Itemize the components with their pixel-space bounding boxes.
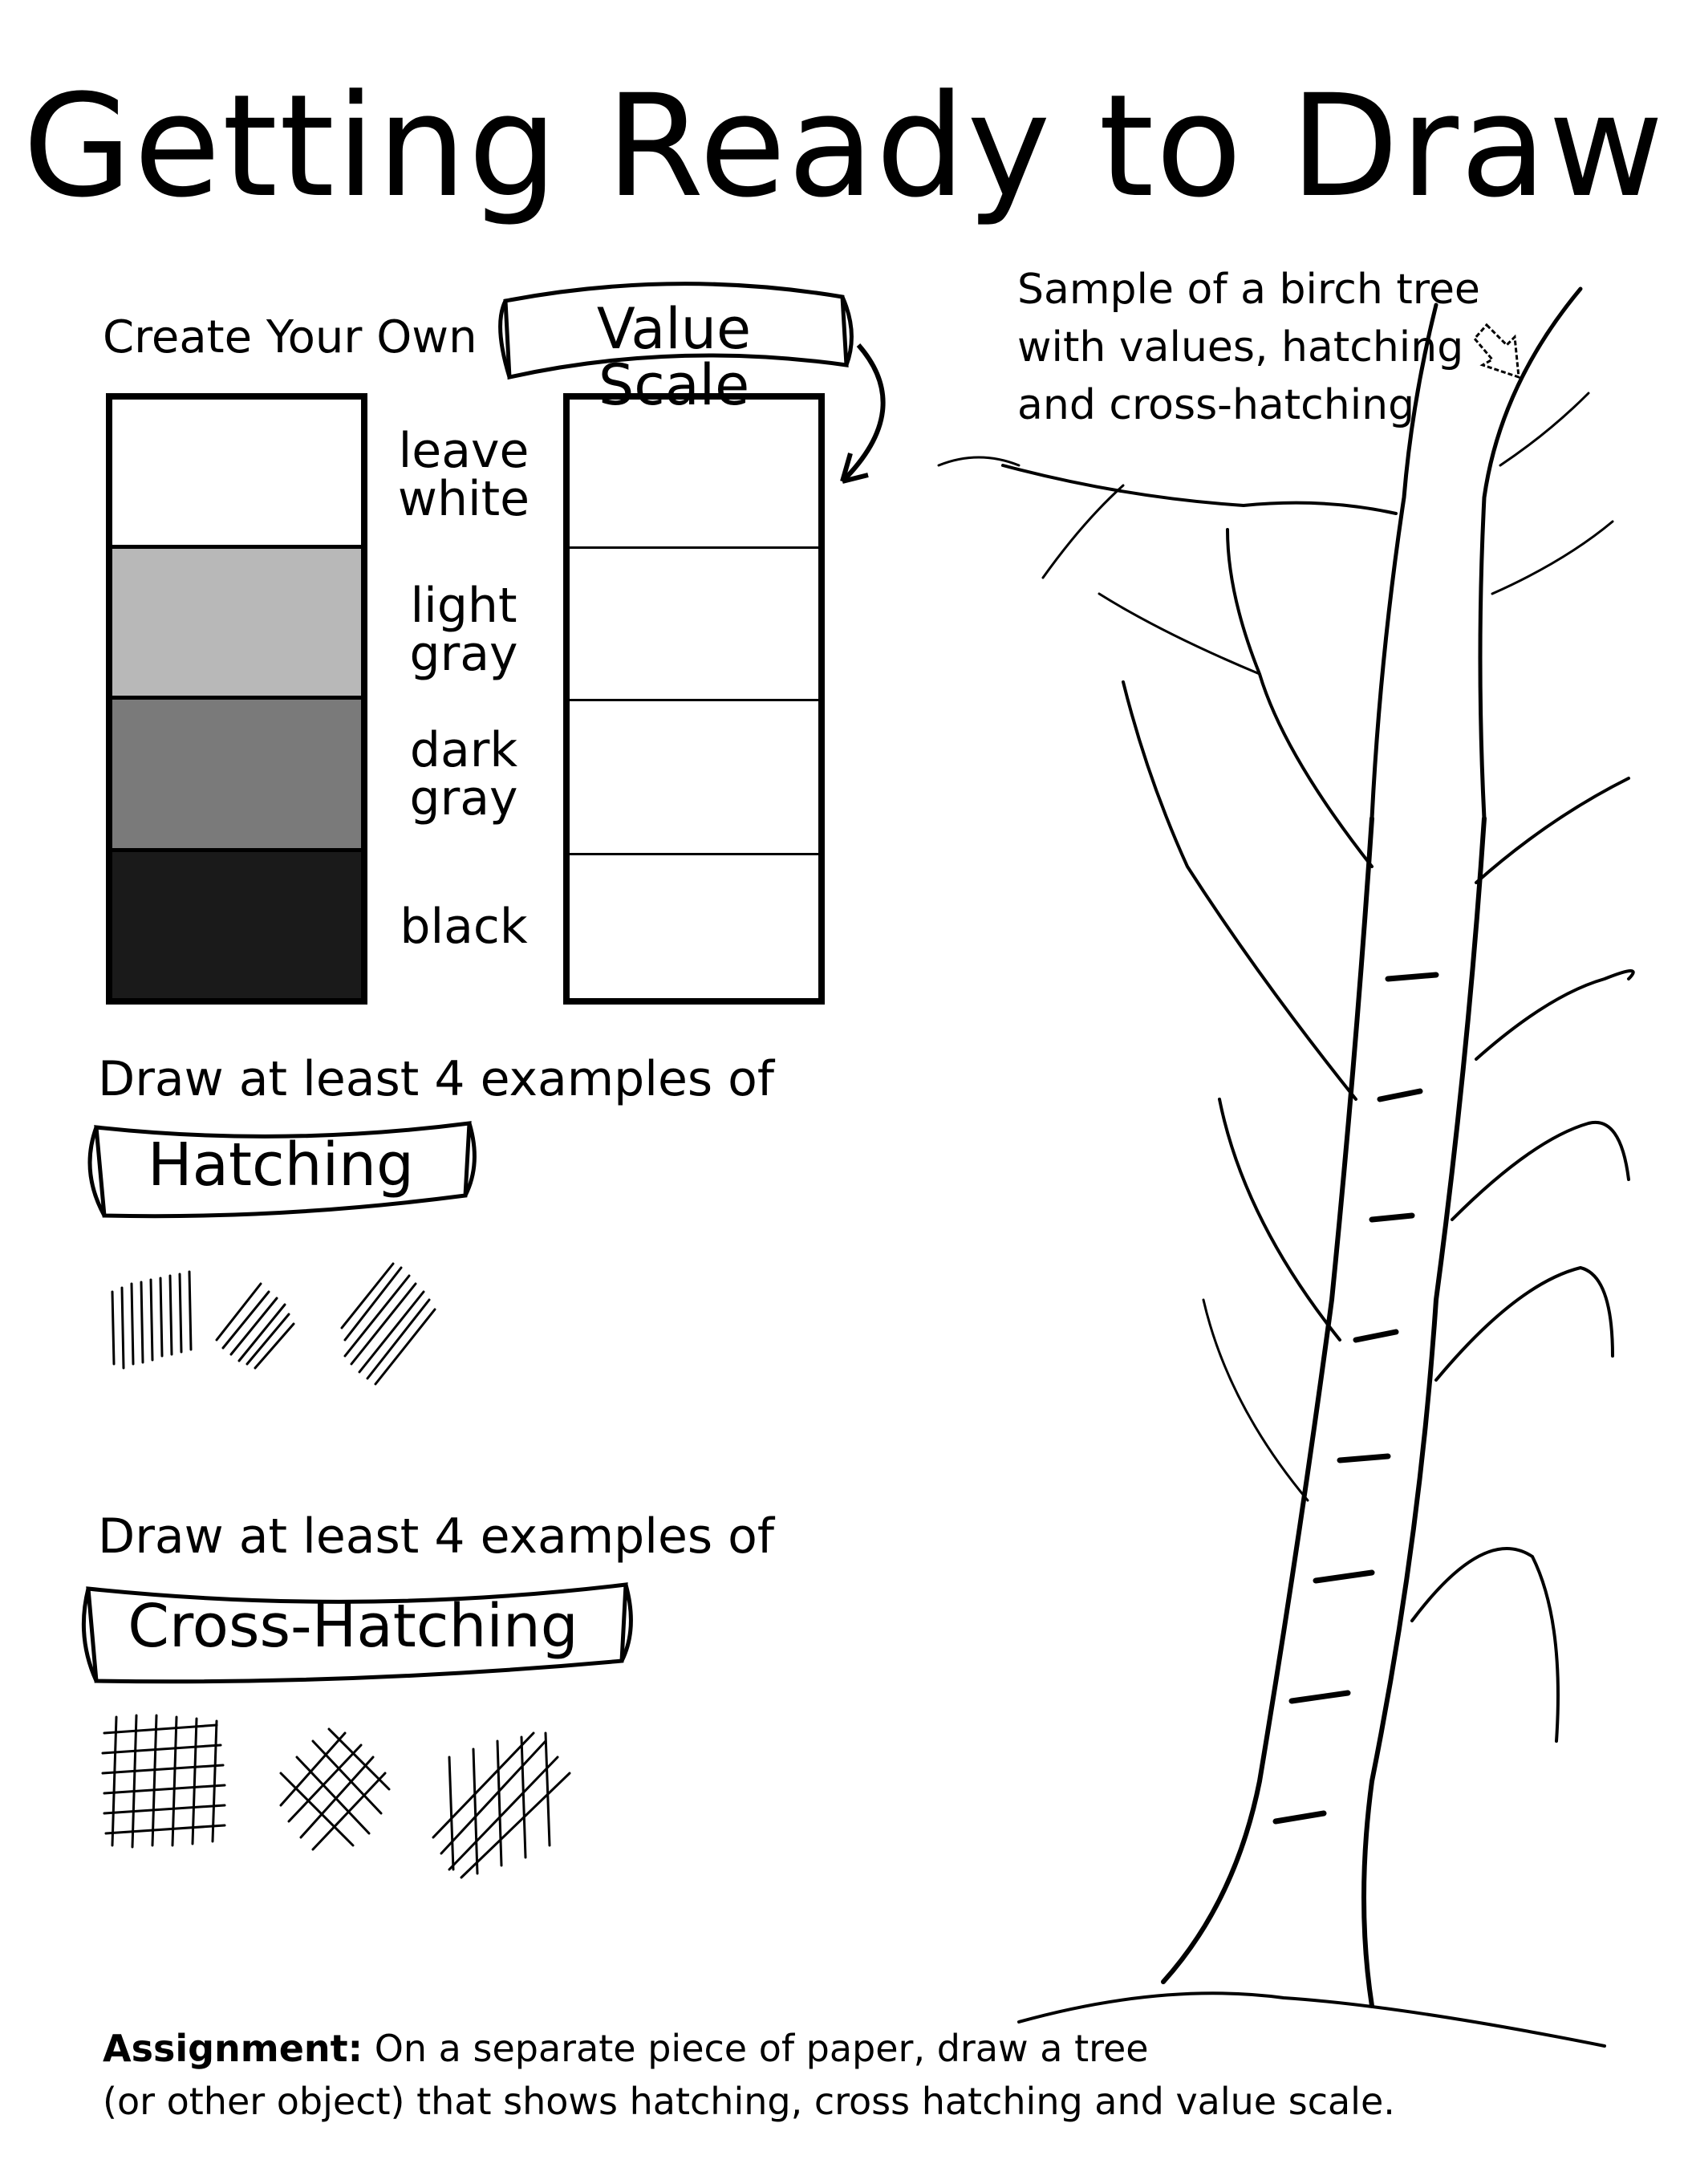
assignment-line-2: (or other object) that shows hatching, cross hatching and value scale. — [103, 2080, 1395, 2123]
assignment-label: Assignment: — [103, 2027, 363, 2070]
scale-cell-white — [112, 400, 361, 549]
birch-tree-illustration — [923, 257, 1645, 2062]
cross-hatching-prompt: Draw at least 4 examples of — [98, 1508, 775, 1565]
sample-note-line: Sample of a birch tree — [1017, 266, 1480, 314]
assignment-line-1 — [103, 2022, 1547, 2075]
hatching-samples — [104, 1252, 473, 1396]
blank-scale-cell — [570, 855, 818, 998]
filled-value-scale — [106, 393, 367, 1005]
scale-label-line: light — [410, 578, 517, 634]
scale-label-black — [367, 899, 560, 955]
scale-label-line: dark — [409, 722, 518, 778]
blank-scale-cell — [570, 549, 818, 701]
scale-label-dark-gray — [367, 722, 560, 826]
blank-value-scale — [563, 393, 825, 1005]
blank-scale-cell — [570, 400, 818, 549]
scale-cell-dark-gray — [112, 700, 361, 852]
sample-note-line: and cross-hatching — [1017, 381, 1415, 429]
curved-arrow-icon — [826, 337, 923, 497]
assignment-line-1-text: On a separate piece of paper, draw a tree — [374, 2027, 1149, 2070]
value-scale-intro: Create Your Own — [103, 311, 477, 363]
scale-label-line: gray — [409, 626, 518, 682]
scale-label-line: black — [400, 899, 528, 955]
cross-hatching-banner-text: Cross-Hatching — [128, 1592, 578, 1661]
scale-cell-light-gray — [112, 549, 361, 700]
blank-scale-cell — [570, 701, 818, 855]
hatching-prompt: Draw at least 4 examples of — [98, 1051, 775, 1107]
scale-cell-black — [112, 852, 361, 998]
sample-note-line: with values, hatching — [1017, 323, 1464, 371]
cross-hatching-samples — [96, 1709, 594, 1886]
scale-label-light-gray — [367, 578, 560, 682]
scale-label-line: leave — [398, 423, 530, 479]
page-title: Getting Ready to Draw — [22, 64, 1666, 229]
scale-label-line: white — [397, 471, 530, 527]
scale-label-line: gray — [409, 770, 518, 826]
scale-label-white — [367, 423, 560, 527]
hatching-banner-text: Hatching — [147, 1131, 415, 1200]
assignment-text — [103, 2022, 1547, 2128]
value-scale-banner-text: Value Scale — [596, 296, 752, 418]
